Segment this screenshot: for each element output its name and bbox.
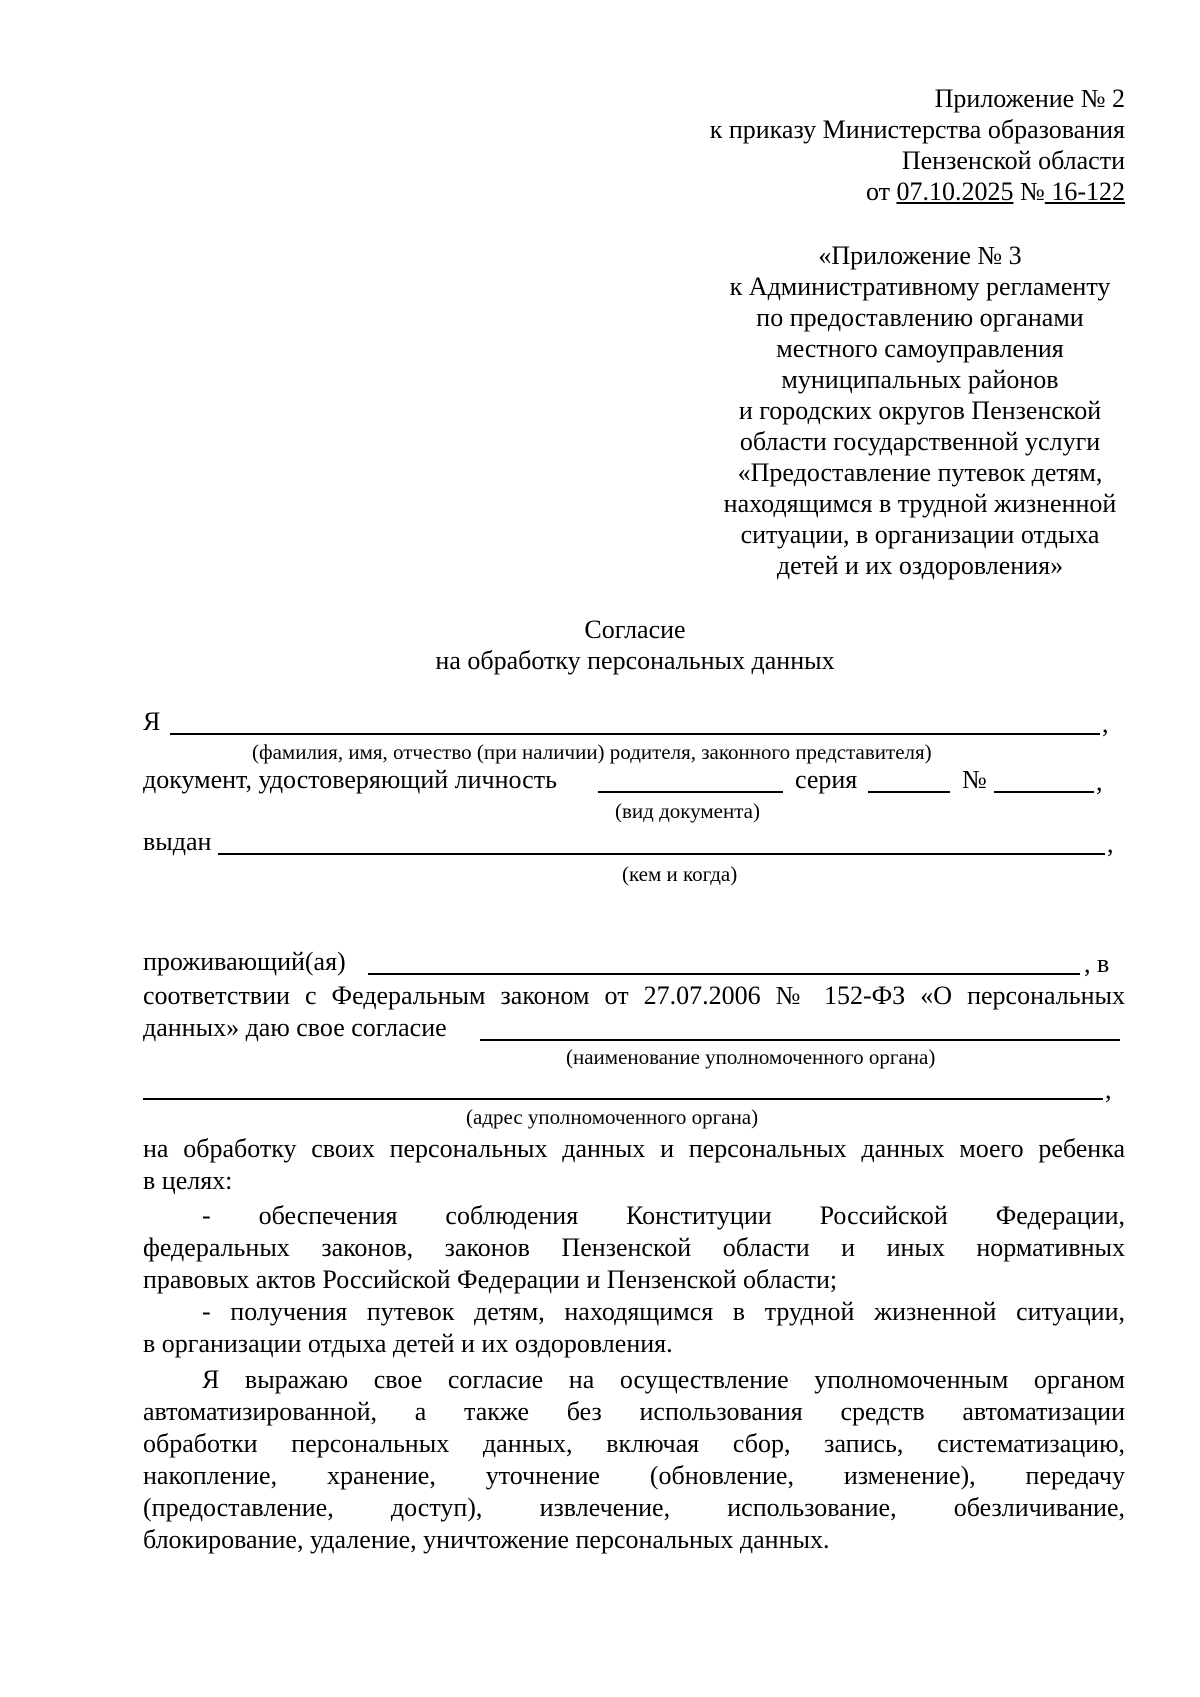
residence-field[interactable] xyxy=(368,973,1080,975)
document-label: документ, удостоверяющий личность xyxy=(143,765,557,794)
law-reference-line: соответствии с Федеральным законом от 27.07.2006 № 152-ФЗ «О персональных xyxy=(143,981,1125,1010)
appendix3-line: к Административному регламенту xyxy=(729,272,1111,301)
number-label: № xyxy=(962,765,987,794)
appendix2-region-line: Пензенской области xyxy=(901,146,1125,175)
authority-caption: (наименование уполномоченного органа) xyxy=(566,1045,936,1069)
purpose-line: в целях: xyxy=(143,1166,233,1195)
document-title: Согласие xyxy=(584,615,686,644)
consent-paragraph-line: обработки персональных данных, включая сбор, запись, систематизацию, xyxy=(143,1429,1125,1458)
issued-by-field[interactable] xyxy=(218,853,1105,855)
address-caption: (адрес уполномоченного органа) xyxy=(466,1105,759,1129)
consent-paragraph-line: блокирование, удаление, уничтожение персональных данных. xyxy=(143,1525,830,1554)
date-prefix: от xyxy=(865,177,897,206)
bullet2-line: в организации отдыха детей и их оздоровления. xyxy=(143,1329,673,1358)
appendix2-date-line xyxy=(866,176,1125,208)
appendix3-line: ситуации, в организации отдыха xyxy=(740,520,1100,549)
appendix3-line: «Приложение № 3 xyxy=(818,241,1022,270)
authority-address-field[interactable] xyxy=(143,1098,1103,1100)
appendix3-line: муниципальных районов xyxy=(781,365,1059,394)
document-caption: (вид документа) xyxy=(615,799,760,823)
document-type-field[interactable] xyxy=(598,791,783,793)
consent-paragraph-line: автоматизированной, а также без использования средств автоматизации xyxy=(143,1397,1125,1426)
appendix3-line: «Предоставление путевок детям, xyxy=(737,458,1103,487)
appendix3-line: находящимся в трудной жизненной xyxy=(723,489,1117,518)
issued-label: выдан xyxy=(143,827,212,856)
fullname-field[interactable] xyxy=(170,733,1100,735)
series-label: серия xyxy=(795,765,858,794)
consent-paragraph-line: Я выражаю свое согласие на осуществление уполномоченным органом xyxy=(202,1365,1125,1394)
appendix3-line: области государственной услуги xyxy=(739,427,1101,456)
document-subtitle: на обработку персональных данных xyxy=(435,646,835,675)
comma: , xyxy=(1105,1075,1112,1104)
appendix3-line: по предоставлению органами xyxy=(756,303,1084,332)
comma: , xyxy=(1102,709,1109,738)
consent-label: данных» даю свое согласие xyxy=(143,1013,447,1042)
document-number-field[interactable] xyxy=(994,791,1094,793)
document-series-field[interactable] xyxy=(868,791,950,793)
bullet1-line: правовых актов Российской Федерации и Пензенской области; xyxy=(143,1265,838,1294)
number-sign: № xyxy=(1013,177,1045,206)
consent-paragraph-line: (предоставление, доступ), извлечение, использование, обезличивание, xyxy=(143,1493,1125,1522)
appendix2-order-line: к приказу Министерства образования xyxy=(709,115,1125,144)
order-number: 16-122 xyxy=(1044,177,1125,206)
appendix3-line: местного самоуправления xyxy=(776,334,1064,363)
residing-tail: , в xyxy=(1084,949,1110,978)
comma: , xyxy=(1107,829,1114,858)
issued-caption: (кем и когда) xyxy=(622,862,738,886)
bullet1-line: - обеспечения соблюдения Конституции Российской Федерации, xyxy=(202,1201,1125,1230)
bullet1-line: федеральных законов, законов Пензенской области и иных нормативных xyxy=(143,1233,1125,1262)
appendix3-line: детей и их оздоровления» xyxy=(776,551,1064,580)
bullet2-line: - получения путевок детям, находящимся в трудной жизненной ситуации, xyxy=(202,1297,1125,1326)
order-date: 07.10.2025 xyxy=(896,177,1014,206)
comma: , xyxy=(1096,767,1103,796)
residing-label: проживающий(ая) xyxy=(143,947,346,976)
fullname-caption: (фамилия, имя, отчество (при наличии) родителя, законного представителя) xyxy=(252,740,932,764)
i-label: Я xyxy=(143,707,161,736)
purpose-line: на обработку своих персональных данных и персональных данных моего ребенка xyxy=(143,1134,1125,1163)
appendix3-line: и городских округов Пензенской xyxy=(738,396,1102,425)
appendix2-title: Приложение № 2 xyxy=(934,84,1125,113)
consent-paragraph-line: накопление, хранение, уточнение (обновление, изменение), передачу xyxy=(143,1461,1125,1490)
authority-name-field[interactable] xyxy=(480,1039,1120,1041)
